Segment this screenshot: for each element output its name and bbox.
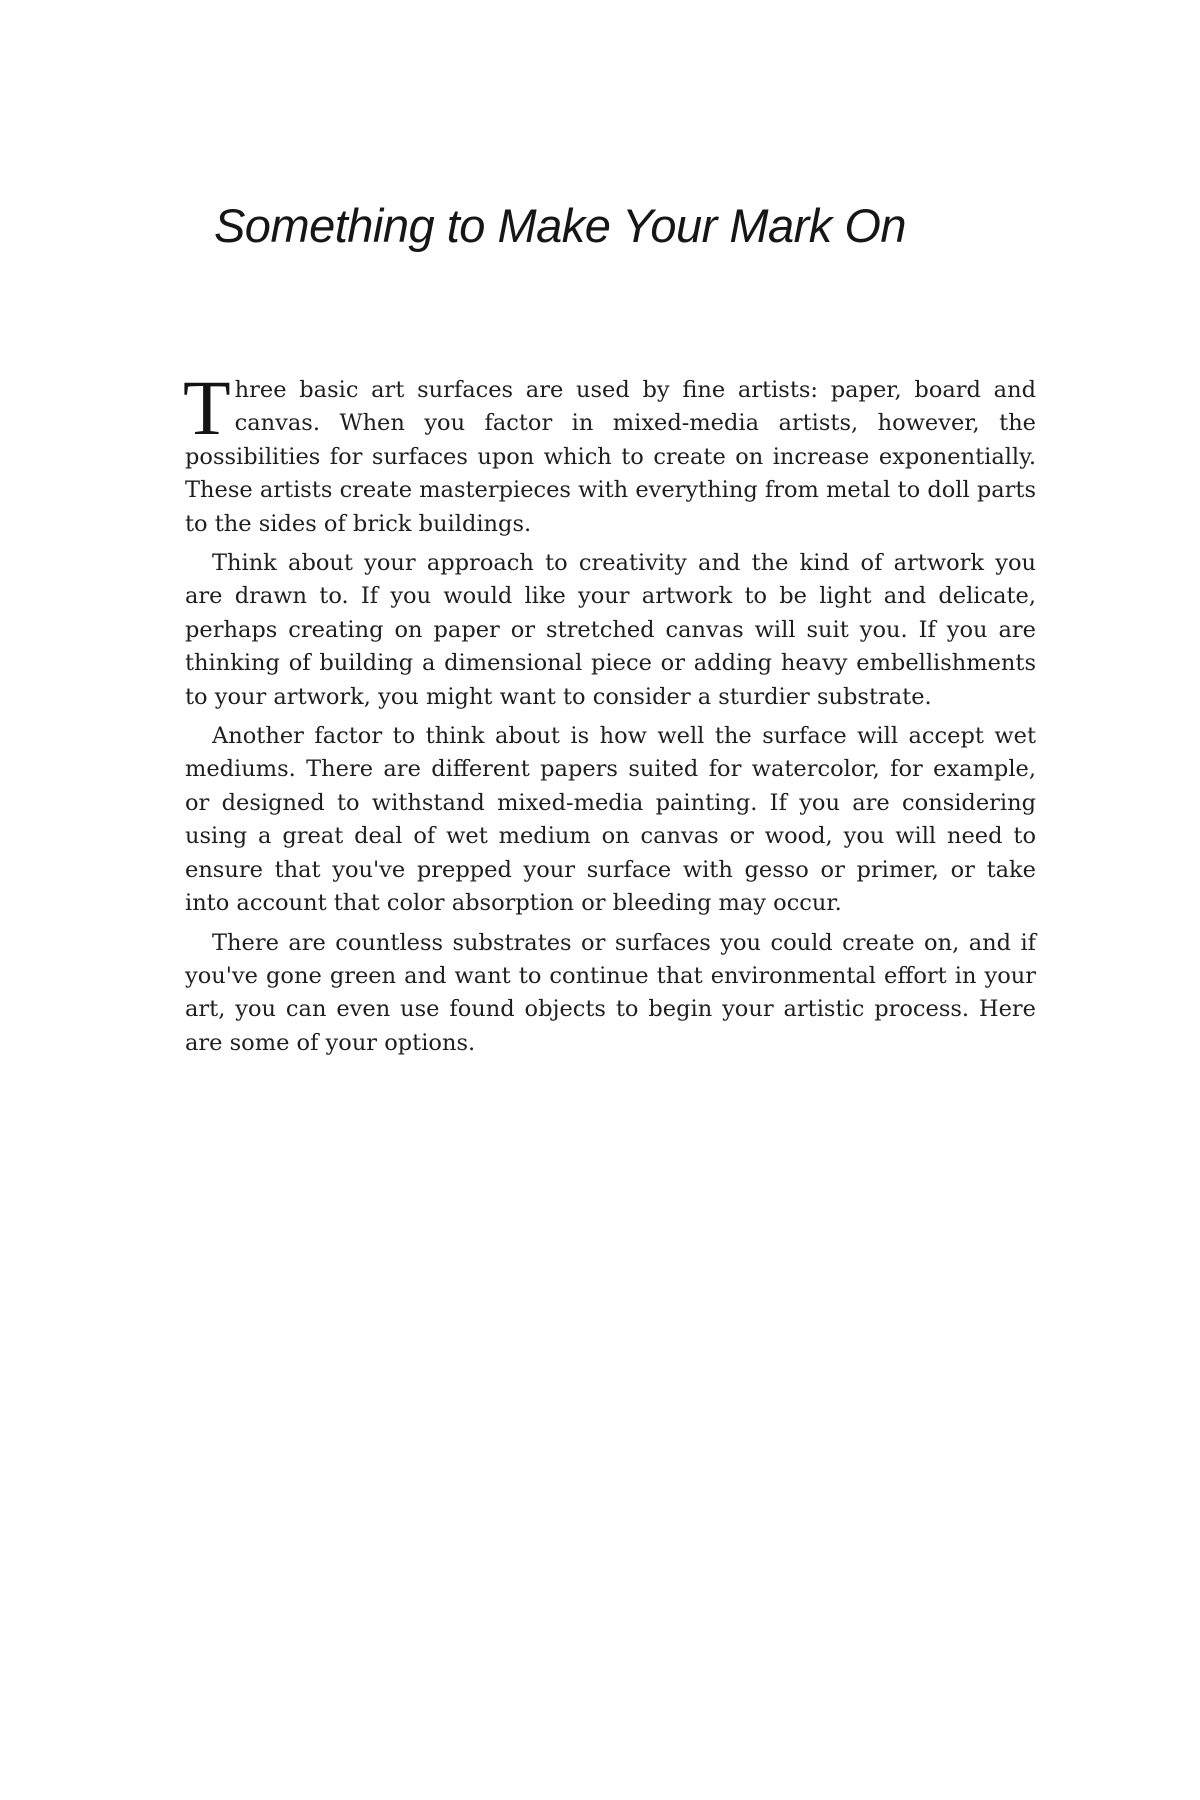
paragraph-1-text: hree basic art surfaces are used by fine artists: paper, board and canvas. When you factor in mixed-media artists, however, the possibilities for surfaces upon which to create on increase exponentially. These artists create masterpieces with everything from metal to doll parts to the sides of brick buildings. bbox=[185, 377, 1036, 537]
paragraph-2: Think about your approach to creativity and the kind of artwork you are drawn to. If you would like your artwork to be light and delicate, perhaps creating on paper or stretched canvas will suit you. If you are thinking of building a dimensional piece or adding heavy embellishments to your artwork, you might want to consider a sturdier substrate. bbox=[185, 550, 1036, 710]
paragraph-1 bbox=[183, 364, 1036, 541]
paragraph-4: There are countless substrates or surfaces you could create on, and if you've gone green and want to continue that environmental effort in your art, you can even use found objects to begin your artistic process. Here are some of your options. bbox=[185, 929, 1036, 1056]
drop-cap: T bbox=[183, 364, 231, 451]
body-text bbox=[183, 364, 1036, 1066]
chapter-title: Something to Make Your Mark On bbox=[213, 199, 907, 252]
paragraph-3: Another factor to think about is how well the surface will accept wet mediums. There are different papers suited for watercolor, for example, or designed to withstand mixed-media painting. If you are considering using a great deal of wet medium on canvas or wood, you will need to ensure that you've prepped your surface with gesso or primer, or take into account that color absorption or bleeding may occur. bbox=[185, 723, 1036, 917]
